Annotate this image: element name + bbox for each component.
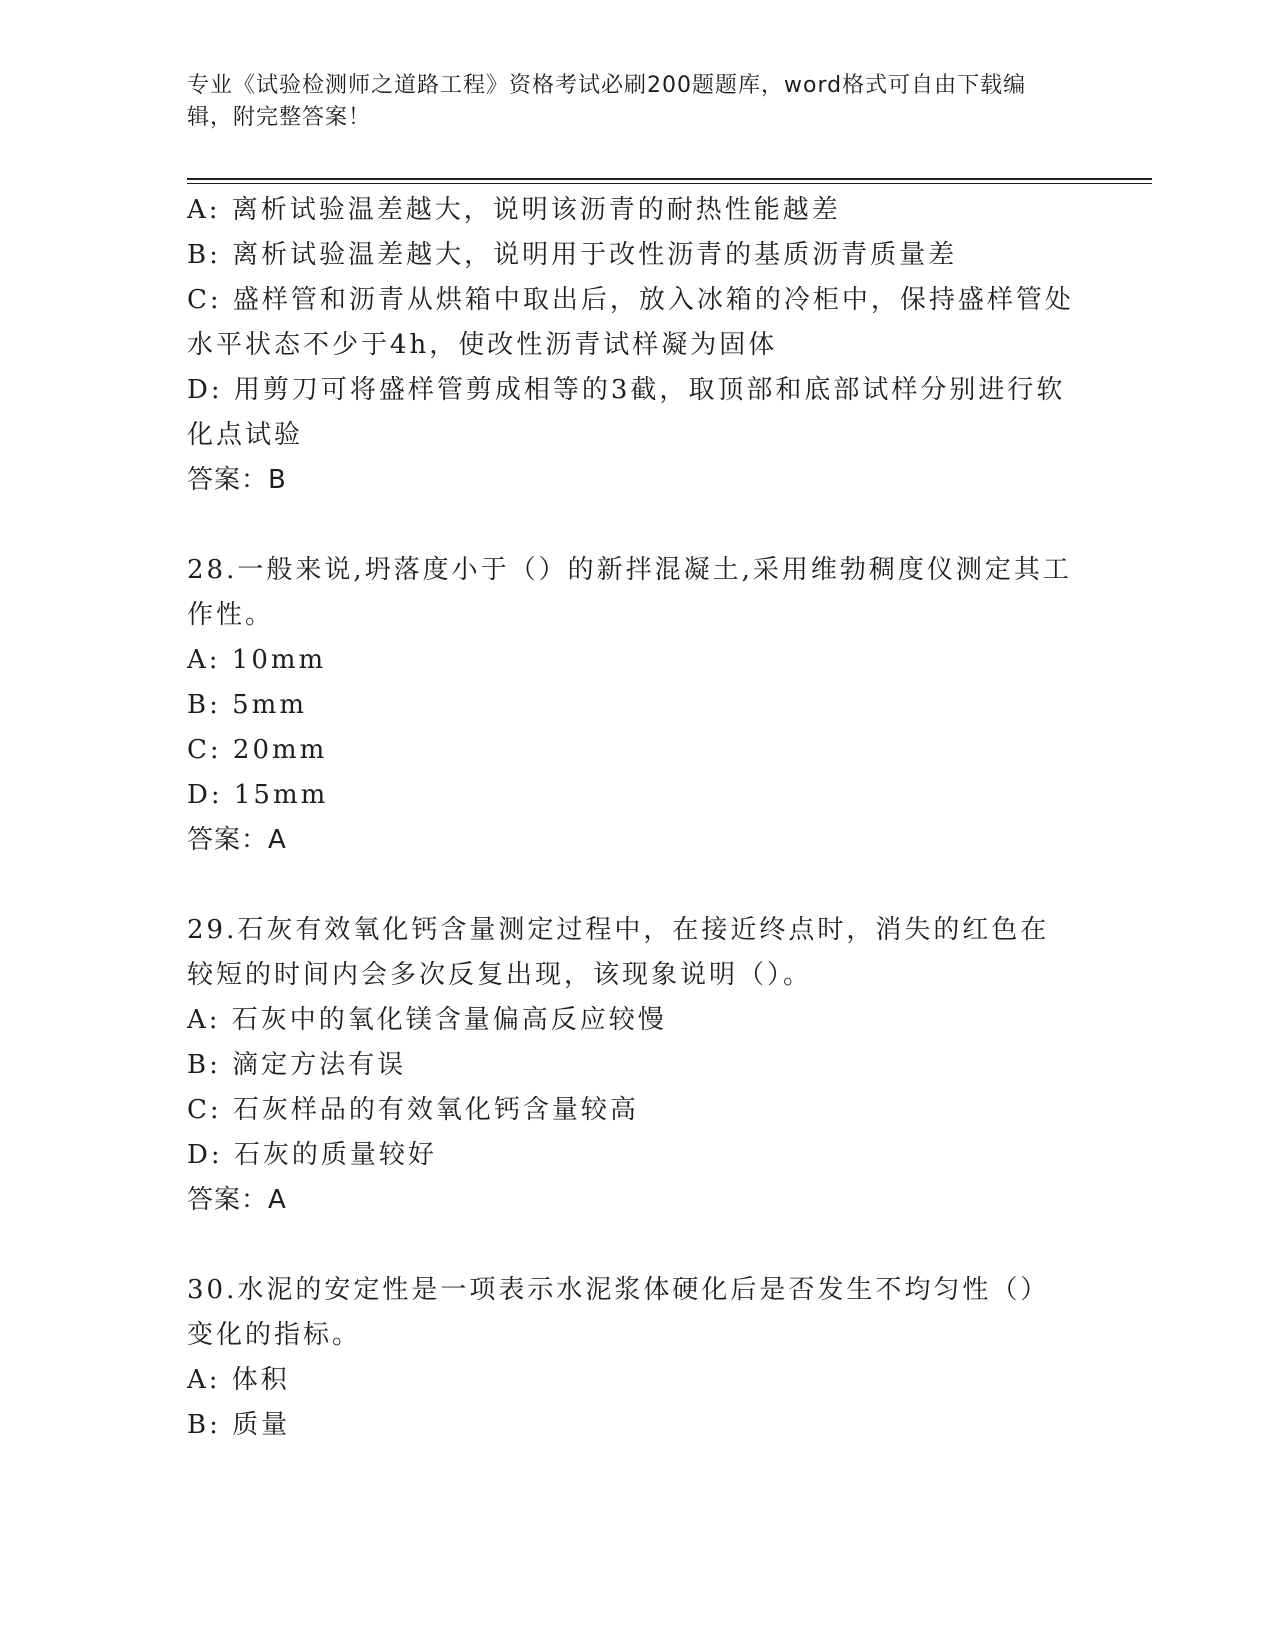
- question-stem: 28.一般来说,坍落度小于（）的新拌混凝土,采用维勃稠度仪测定其工作性。: [187, 555, 1072, 630]
- question-30: [187, 1268, 1077, 1448]
- question-stem: 29.石灰有效氧化钙含量测定过程中，在接近终点时，消失的红色在较短的时间内会多次反复出现，该现象说明（）。: [187, 915, 1050, 990]
- question-27: [187, 188, 1077, 503]
- option-b: B: 离析试验温差越大，说明用于改性沥青的基质沥青质量差: [187, 240, 958, 270]
- option-c: C: 20mm: [187, 735, 328, 765]
- option-d: D: 15mm: [187, 780, 329, 810]
- option-a: A: 10mm: [187, 645, 327, 675]
- option-d: D: 用剪刀可将盛样管剪成相等的3截，取顶部和底部试样分别进行软化点试验: [187, 375, 1066, 450]
- option-c: C: 石灰样品的有效氧化钙含量较高: [187, 1095, 639, 1125]
- option-a: A: 体积: [187, 1365, 290, 1395]
- header-divider-thin: [187, 183, 1152, 184]
- option-a: A: 石灰中的氧化镁含量偏高反应较慢: [187, 1005, 667, 1035]
- option-a: A: 离析试验温差越大，说明该沥青的耐热性能越差: [187, 195, 841, 225]
- header-divider-thick: [187, 178, 1152, 180]
- answer: 答案：A: [187, 825, 287, 855]
- option-b: B: 滴定方法有误: [187, 1050, 407, 1080]
- document-header: 专业《试验检测师之道路工程》资格考试必刷200题题库，word格式可自由下载编辑，附完整答案！: [187, 73, 1027, 130]
- option-d: D: 石灰的质量较好: [187, 1140, 437, 1170]
- answer: 答案：A: [187, 1185, 287, 1215]
- question-list: [187, 188, 1077, 1448]
- option-b: B: 质量: [187, 1410, 291, 1440]
- question-29: [187, 908, 1077, 1223]
- option-b: B: 5mm: [187, 690, 307, 720]
- question-28: [187, 548, 1077, 863]
- option-c: C: 盛样管和沥青从烘箱中取出后，放入冰箱的冷柜中，保持盛样管处水平状态不少于4h，使改性沥青试样凝为固体: [187, 285, 1074, 360]
- answer: 答案：B: [187, 465, 287, 495]
- question-stem: 30.水泥的安定性是一项表示水泥浆体硬化后是否发生不均匀性（）变化的指标。: [187, 1275, 1050, 1350]
